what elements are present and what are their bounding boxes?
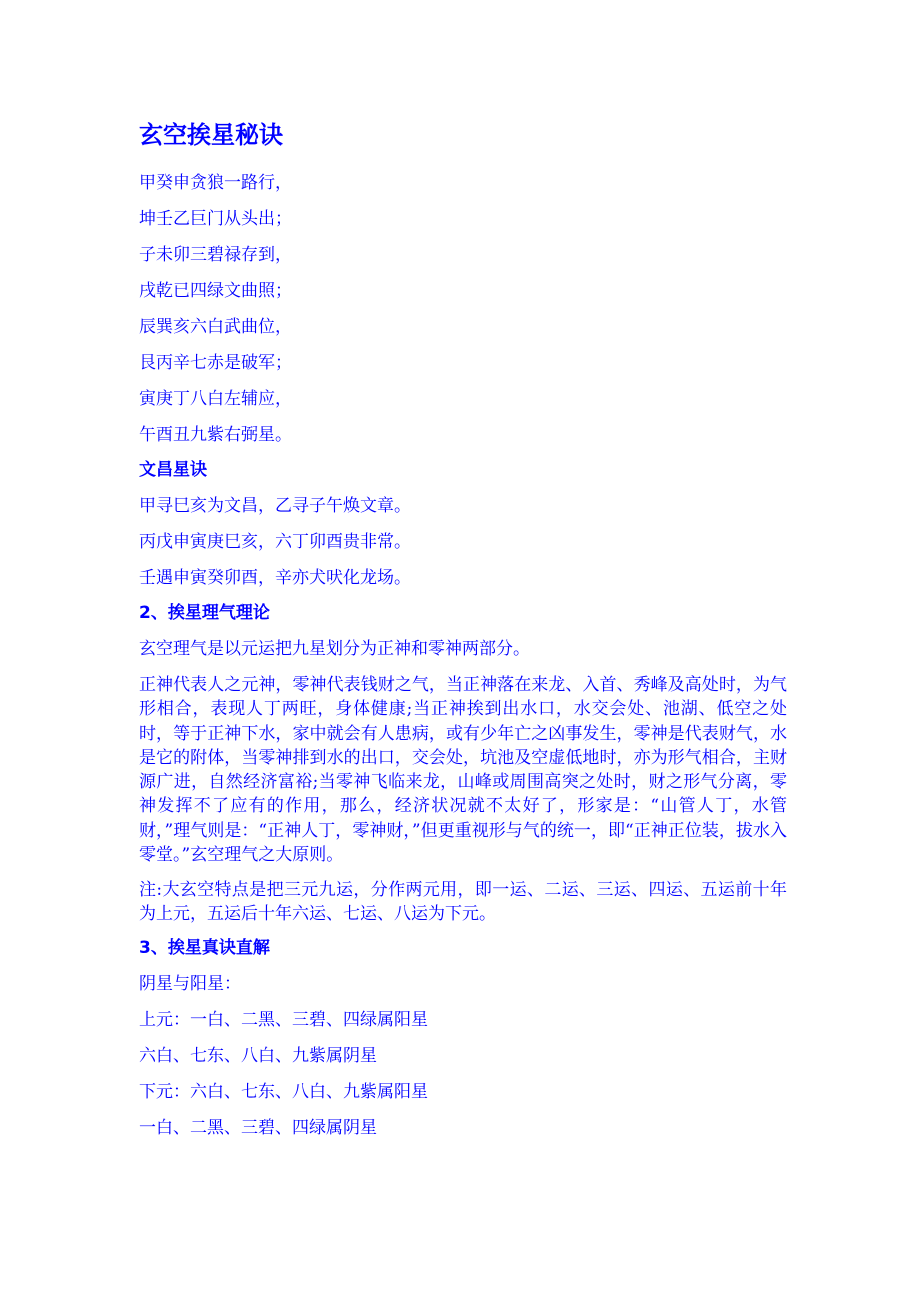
section3-line: 阴星与阳星： bbox=[139, 974, 241, 994]
poem-line: 辰巽亥六白武曲位， bbox=[139, 317, 292, 337]
poem-line: 子未卯三碧禄存到， bbox=[139, 245, 292, 265]
section3-line: 下元：六白、七东、八白、九紫属阳星 bbox=[139, 1082, 428, 1102]
wenchang-heading: 文昌星诀 bbox=[139, 460, 207, 480]
document-title: 玄空挨星秘诀 bbox=[139, 121, 283, 149]
wenchang-line: 甲寻巳亥为文昌，乙寻子午焕文章。 bbox=[139, 496, 411, 516]
section3-line: 六白、七东、八白、九紫属阴星 bbox=[139, 1046, 377, 1066]
section3-line: 一白、二黑、三碧、四绿属阴星 bbox=[139, 1118, 377, 1138]
poem-line: 艮丙辛七赤是破军； bbox=[139, 353, 292, 373]
section2-intro: 玄空理气是以元运把九星划分为正神和零神两部分。 bbox=[139, 639, 530, 659]
poem-line: 寅庚丁八白左辅应， bbox=[139, 389, 292, 409]
wenchang-line: 丙戊申寅庚巳亥，六丁卯酉贵非常。 bbox=[139, 532, 411, 552]
poem-line: 坤壬乙巨门从头出； bbox=[139, 209, 292, 229]
section2-body: 正神代表人之元神，零神代表钱财之气，当正神落在来龙、入首、秀峰及高处时，为气形相合，表现人丁两旺，身体健康;当正神挨到出水口，水交会处、池湖、低空之处时，等于正神下水，家中就会有人患病，或有少年亡之凶事发生，零神是代表财气，水是它的附体，当零神排到水的出口，交会处，坑池及空虚低地时，亦为形气相合，主财源广进，自然经济富裕;当零神飞临来龙，山峰或周围高突之处时，财之形气分离，零神发挥不了应有的作用，那么，经济状况就不太好了，形家是：“山管人丁，水管财，”理气则是：“正神人丁，零神财，”但更重视形与气的统一，即“正神正位装，拔水入零堂。”玄空理气之大原则。 bbox=[139, 675, 787, 866]
poem-line: 午酉丑九紫右弼星。 bbox=[139, 425, 292, 445]
section3-line: 上元：一白、二黑、三碧、四绿属阳星 bbox=[139, 1010, 428, 1030]
section2-note: 注:大玄空特点是把三元九运，分作两元用，即一运、二运、三运、四运、五运前十年为上元，五运后十年六运、七运、八运为下元。 bbox=[139, 880, 787, 925]
section2-heading: 2、挨星理气理论 bbox=[139, 603, 270, 623]
wenchang-line: 壬遇申寅癸卯酉，辛亦犬吠化龙场。 bbox=[139, 568, 411, 588]
poem-line: 甲癸申贪狼一路行， bbox=[139, 173, 292, 193]
section3-heading: 3、挨星真诀直解 bbox=[139, 938, 270, 958]
poem-line: 戌乾已四绿文曲照； bbox=[139, 281, 292, 301]
